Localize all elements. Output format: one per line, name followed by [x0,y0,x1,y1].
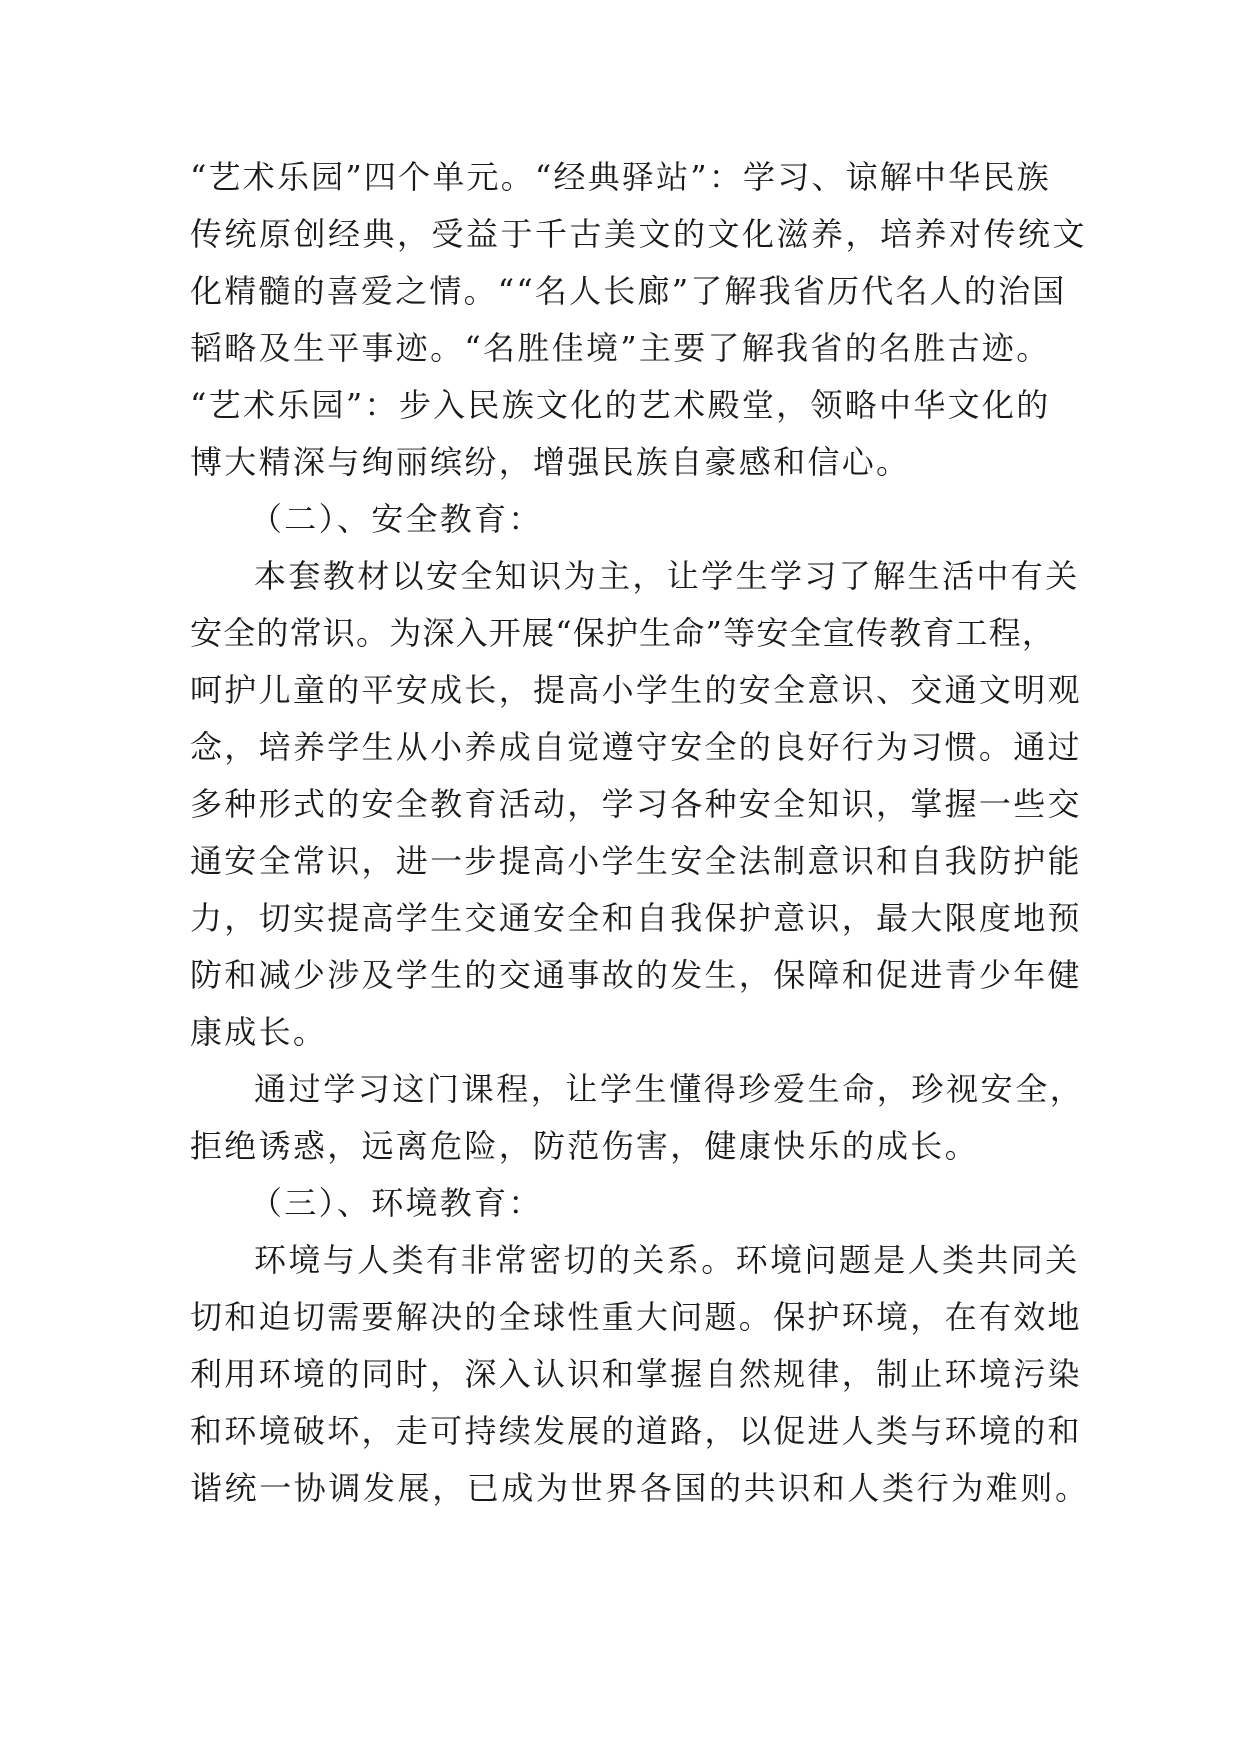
text-line: 力，切实提高学生交通安全和自我保护意识，最大限度地预 [190,899,1082,937]
text-line: 环境与人类有非常密切的关系。环境问题是人类共同关 [254,1241,1080,1279]
text-line: 传统原创经典，受益于千古美文的文化滋养，培养对传统文 [190,215,1088,253]
text-line: 多种形式的安全教育活动，学习各种安全知识，掌握一些交 [190,785,1082,823]
text-line: 呵护儿童的平安成长，提高小学生的安全意识、交通文明观 [190,671,1082,709]
text-line: 通安全常识，进一步提高小学生安全法制意识和自我防护能 [190,842,1082,880]
text-line: 切和迫切需要解决的全球性重大问题。保护环境，在有效地 [190,1298,1082,1336]
section-heading-environment: （三）、环境教育： [250,1184,543,1222]
text-line: 防和减少涉及学生的交通事故的发生，保障和促进青少年健 [190,956,1082,994]
text-line: 拒绝诱惑，远离危险，防范伤害，健康快乐的成长。 [190,1127,979,1165]
text-line: 通过学习这门课程，让学生懂得珍爱生命，珍视安全， [254,1070,1085,1108]
text-line: 博大精深与绚丽缤纷，增强民族自豪感和信心。 [190,443,911,481]
text-line: 谐统一协调发展，已成为世界各国的共识和人类行为难则。 [190,1469,1090,1507]
text-line: “艺术乐园”四个单元。“经典驿站”：学习、谅解中华民族 [190,158,1051,196]
text-line: 安全的常识。为深入开展“保护生命”等安全宣传教育工程， [190,614,1056,652]
text-line: 康成长。 [190,1013,328,1051]
text-line: 韬略及生平事迹。“名胜佳境”主要了解我省的名胜古迹。 [190,329,1051,367]
text-line: 和环境破坏，走可持续发展的道路，以促进人类与环境的和 [190,1412,1082,1450]
text-line: 本套教材以安全知识为主，让学生学习了解生活中有关 [254,557,1080,595]
text-line: 念，培养学生从小养成自觉遵守安全的良好行为习惯。通过 [190,728,1082,766]
section-heading-safety: （二）、安全教育： [250,500,543,538]
text-line: “艺术乐园”：步入民族文化的艺术殿堂，领略中华文化的 [190,386,1051,424]
text-line: 利用环境的同时，深入认识和掌握自然规律，制止环境污染 [190,1355,1082,1393]
text-line: 化精髓的喜爱之情。““名人长廊”了解我省历代名人的治国 [190,272,1067,310]
